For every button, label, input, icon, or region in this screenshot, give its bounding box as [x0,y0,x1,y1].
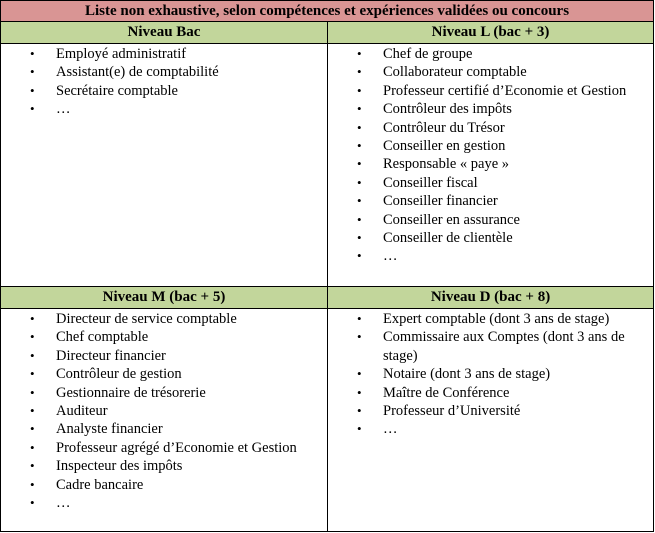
list-item: • Contrôleur des impôts [328,100,653,118]
cell-niveau-l [328,45,653,266]
list-niveau-l [328,45,653,266]
list-item: • Contrôleur de gestion [1,365,327,383]
list-item: • Professeur d’Université [328,402,653,420]
list-item: • Maître de Conférence [328,384,653,402]
list-item: • Responsable « paye » [328,155,653,173]
header-niveau-m: Niveau M (bac + 5) [1,287,327,309]
list-item: • Directeur financier [1,347,327,365]
table-title: Liste non exhaustive, selon compétences et expériences validées ou concours [1,1,653,22]
list-item: • Commissaire aux Comptes (dont 3 ans de stage) [328,328,653,365]
list-item: • Chef comptable [1,328,327,346]
header-niveau-bac: Niveau Bac [1,22,327,44]
list-item: • Conseiller de clientèle [328,229,653,247]
header-niveau-l: Niveau L (bac + 3) [328,22,653,44]
list-item: • Conseiller fiscal [328,174,653,192]
list-item: • Contrôleur du Trésor [328,119,653,137]
column-divider [327,22,328,532]
cell-niveau-bac [1,45,327,119]
cell-niveau-d [328,310,653,439]
list-item: • Assistant(e) de comptabilité [1,63,327,81]
list-item: • … [328,420,653,438]
list-item: • … [1,494,327,512]
list-item: • … [1,100,327,118]
list-item: • Cadre bancaire [1,476,327,494]
list-item: • Professeur agrégé d’Economie et Gestion [1,439,327,457]
list-item: • Notaire (dont 3 ans de stage) [328,365,653,383]
header-niveau-d: Niveau D (bac + 8) [328,287,653,309]
list-item: • Secrétaire comptable [1,82,327,100]
list-item: • Expert comptable (dont 3 ans de stage) [328,310,653,328]
list-item: • Inspecteur des impôts [1,457,327,475]
list-item: • Employé administratif [1,45,327,63]
list-item: • Collaborateur comptable [328,63,653,81]
list-item: • Analyste financier [1,420,327,438]
list-item: • … [328,247,653,265]
cell-niveau-m [1,310,327,512]
list-niveau-d [328,310,653,439]
list-item: • Gestionnaire de trésorerie [1,384,327,402]
list-item: • Directeur de service comptable [1,310,327,328]
list-item: • Auditeur [1,402,327,420]
list-item: • Chef de groupe [328,45,653,63]
list-item: • Conseiller financier [328,192,653,210]
list-item: • Conseiller en assurance [328,211,653,229]
list-niveau-bac [1,45,327,119]
list-niveau-m [1,310,327,512]
list-item: • Professeur certifié d’Economie et Gestion [328,82,653,100]
list-item: • Conseiller en gestion [328,137,653,155]
